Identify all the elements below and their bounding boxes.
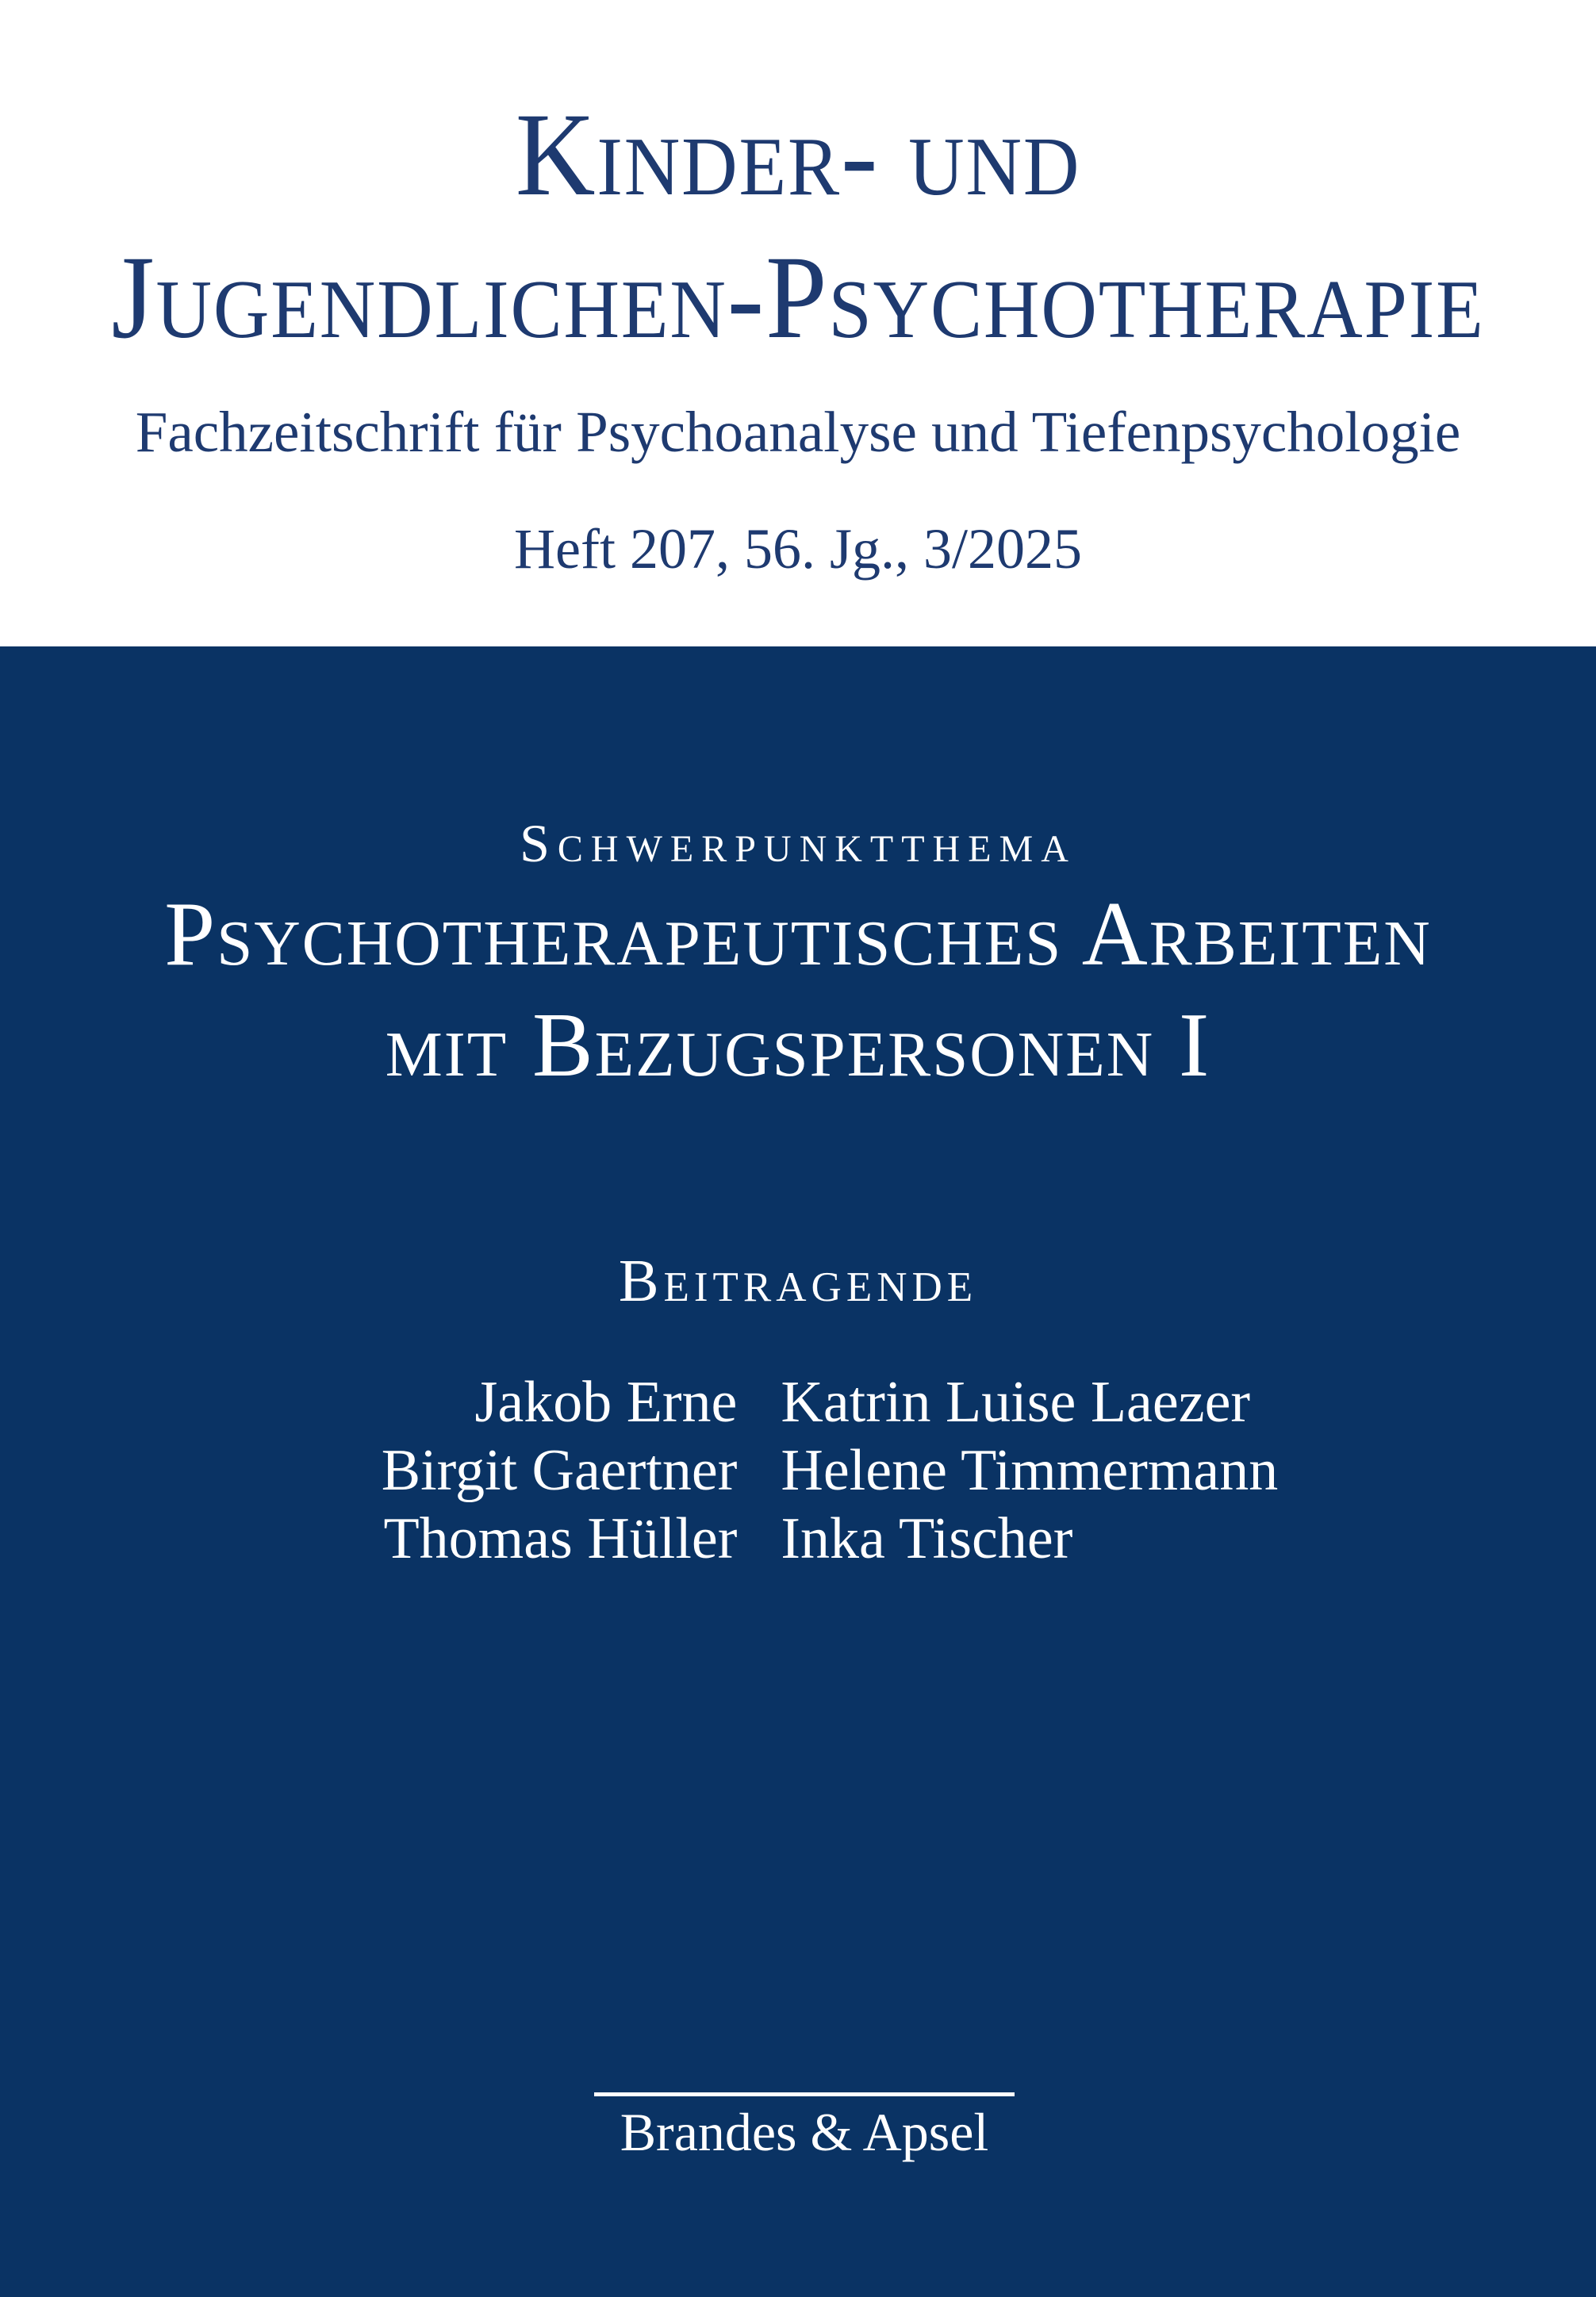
contributor-name: Thomas Hüller	[383, 1506, 738, 1571]
feature-title-line2: mit Bezugspersonen I	[385, 995, 1211, 1095]
masthead	[0, 0, 1596, 646]
contributor-name: Inka Tischer	[781, 1506, 1073, 1571]
issue-info: Heft 207, 56. Jg., 3/2025	[514, 517, 1082, 581]
feature-title-line1: Psychotherapeutisches Arbeiten	[164, 884, 1432, 984]
journal-title-line1: Kinder- und	[515, 89, 1081, 220]
feature-title	[0, 879, 1596, 1101]
contributors-heading: Beitragende	[618, 1248, 978, 1314]
journal-title-line2: Jugendlichen-Psychotherapie	[111, 232, 1485, 363]
journal-subtitle: Fachzeitschrift für Psychoanalyse und Tiefenpsychologie	[135, 400, 1461, 464]
publisher-divider	[594, 2092, 1015, 2096]
contributor-name: Helene Timmermann	[781, 1438, 1279, 1503]
journal-title	[56, 83, 1540, 369]
contributor-name: Birgit Gaertner	[381, 1438, 738, 1503]
contributor-name: Jakob Erne	[474, 1370, 738, 1435]
contributor-name: Katrin Luise Laezer	[781, 1370, 1251, 1435]
feature-panel	[0, 646, 1596, 2297]
feature-kicker: Schwerpunktthema	[520, 813, 1076, 873]
publisher-name: Brandes & Apsel	[620, 2102, 989, 2162]
contributors-list	[32, 1368, 1596, 1573]
